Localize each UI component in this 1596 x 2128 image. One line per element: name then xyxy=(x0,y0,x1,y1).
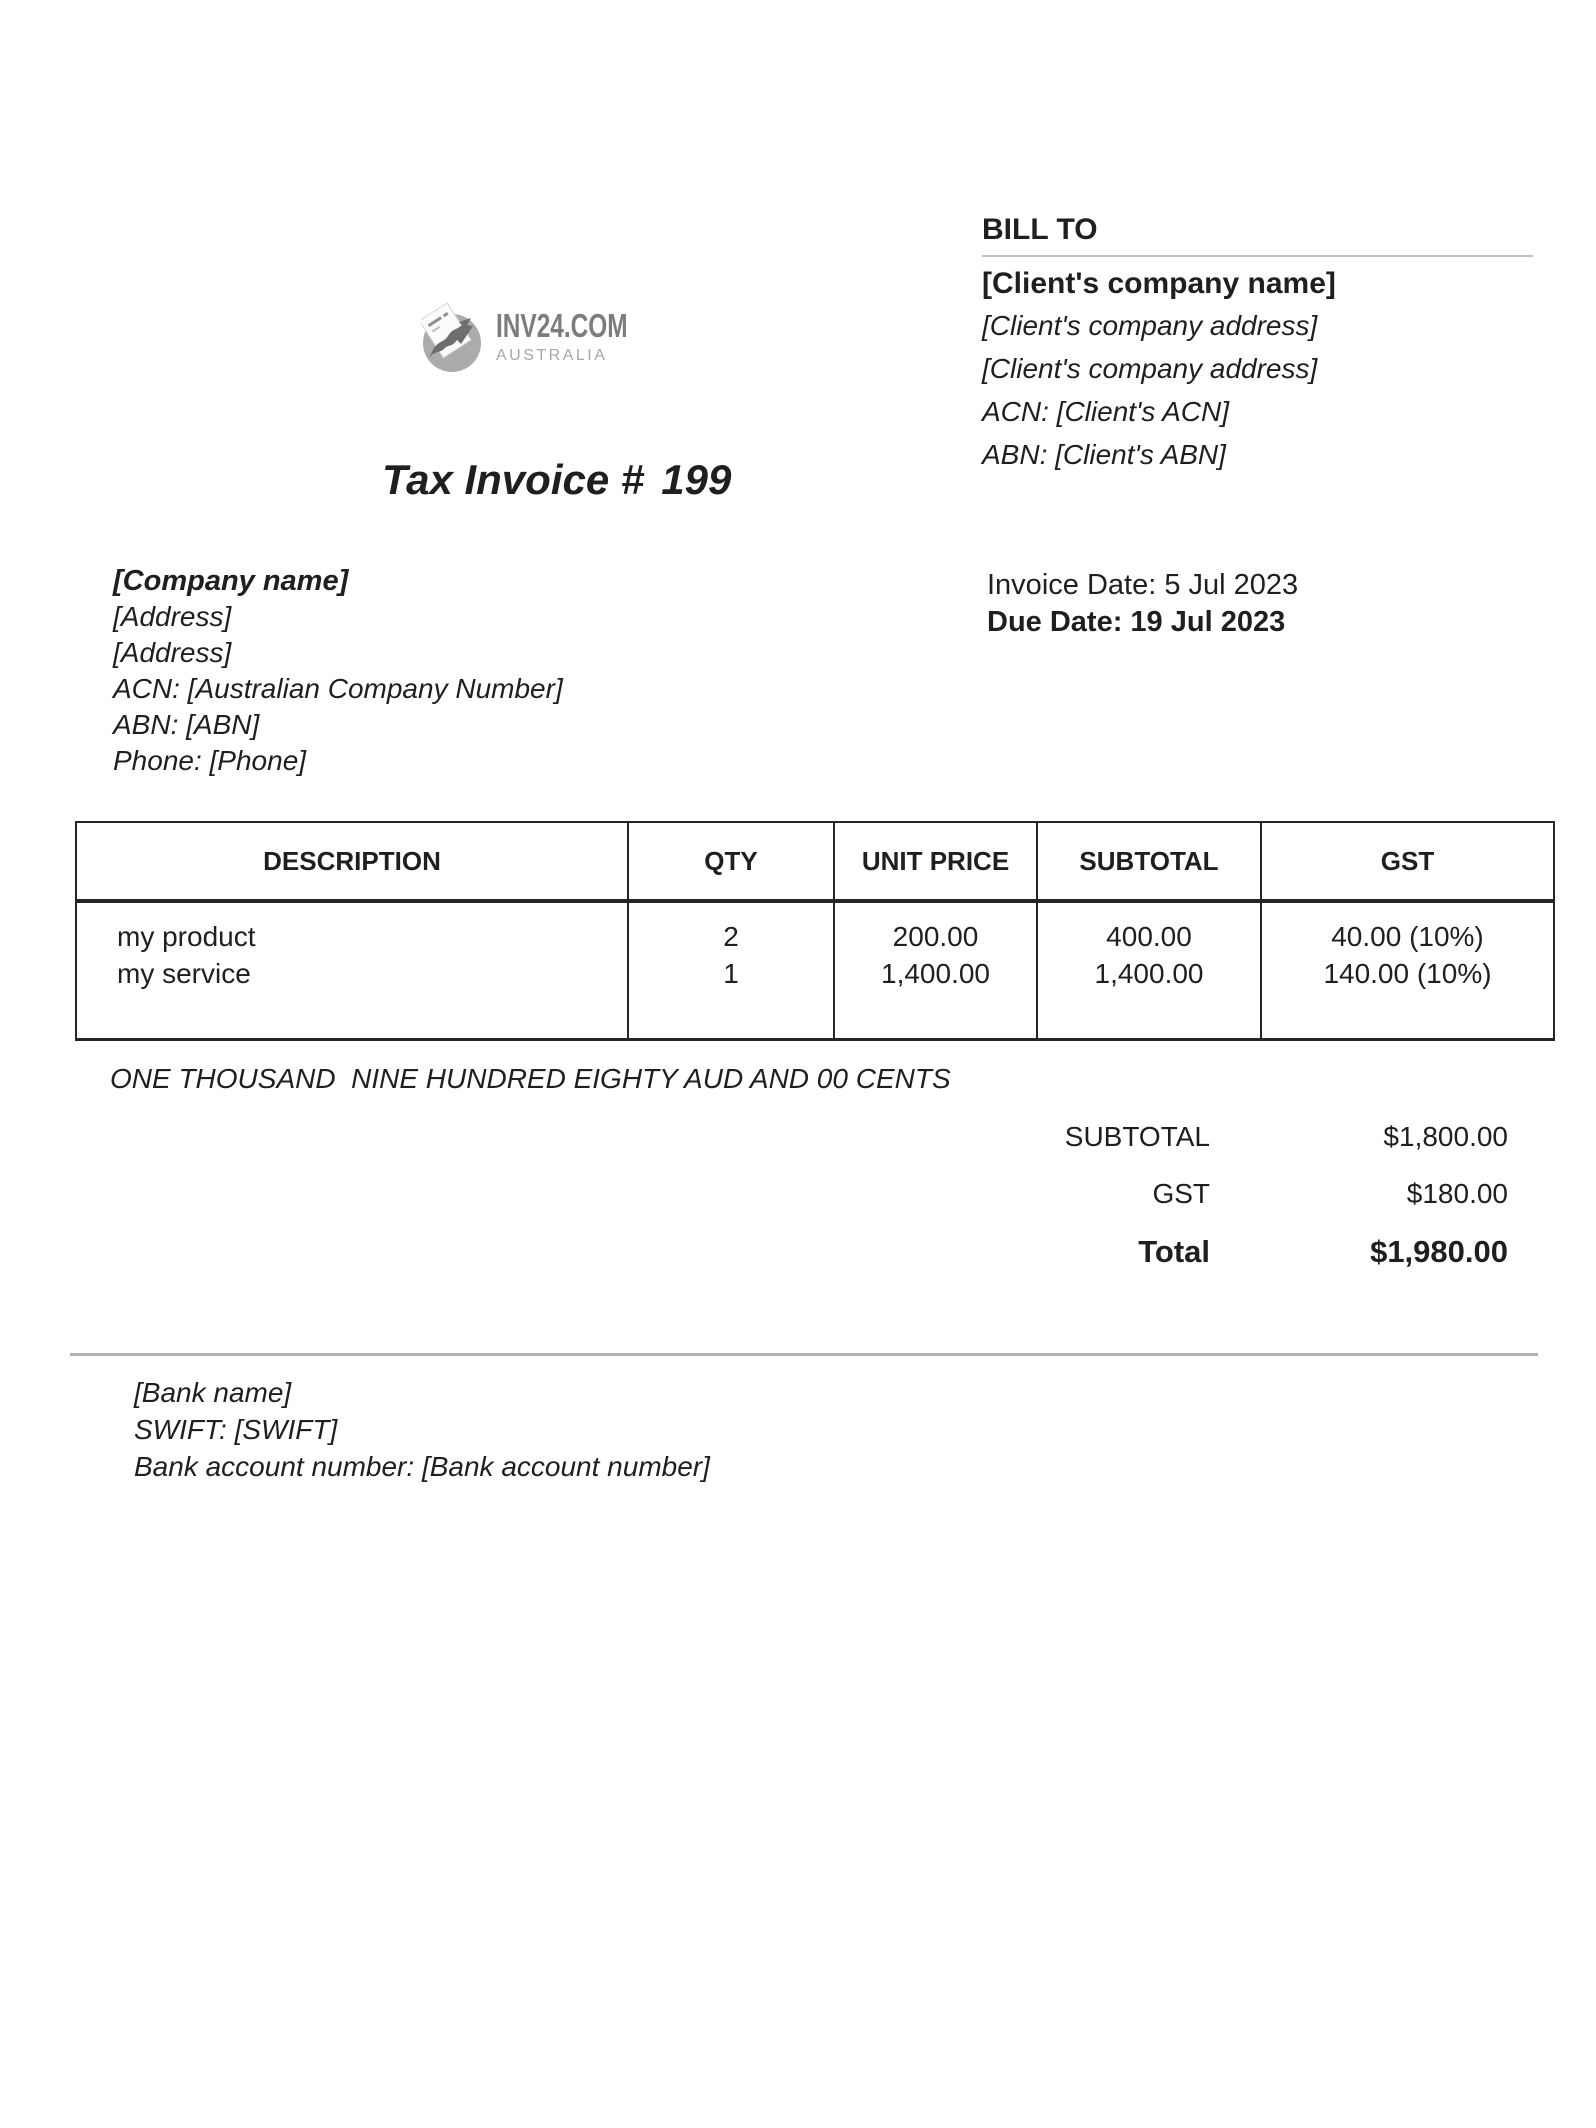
header-qty: QTY xyxy=(628,822,834,901)
logo-brand-text: INV24.COM xyxy=(496,307,628,344)
item-unit-price: 1,400.00 xyxy=(834,953,1037,995)
invoice-number: 199 xyxy=(661,456,732,503)
item-description: my product xyxy=(76,901,628,953)
seller-section xyxy=(113,563,563,779)
invoice-date-value: 5 Jul 2023 xyxy=(1164,569,1299,601)
logo-text-block xyxy=(496,309,674,365)
items-table-header-row xyxy=(76,822,1554,901)
invoice-date-label: Invoice Date: xyxy=(987,569,1157,601)
table-row xyxy=(76,953,1554,995)
header-description: DESCRIPTION xyxy=(76,822,628,901)
inv24-logo-icon xyxy=(421,300,485,374)
table-spacer-row xyxy=(76,995,1554,1039)
bill-to-section xyxy=(982,212,1533,476)
bank-swift-line: SWIFT: [SWIFT] xyxy=(134,1414,338,1445)
client-address-line: [Client's company address] xyxy=(982,353,1318,384)
client-abn-line: ABN: [Client's ABN] xyxy=(982,439,1226,470)
invoice-title-label: Tax Invoice # xyxy=(382,456,645,503)
amount-in-words: ONE THOUSAND NINE HUNDRED EIGHTY AUD AND 00 CENTS xyxy=(110,1063,951,1094)
inv24-logo xyxy=(421,300,674,374)
item-gst: 140.00 (10%) xyxy=(1261,953,1554,995)
seller-address-line: [Address] xyxy=(113,637,232,668)
seller-abn-line: ABN: [ABN] xyxy=(113,709,260,740)
items-table xyxy=(75,821,1555,1041)
total-label: Total xyxy=(1138,1234,1210,1269)
bill-to-heading: BILL TO xyxy=(982,213,1098,246)
bank-details-section xyxy=(134,1374,710,1485)
due-date-line xyxy=(987,604,1298,641)
subtotal-value: $1,800.00 xyxy=(1383,1121,1508,1152)
seller-phone-line: Phone: [Phone] xyxy=(113,745,307,776)
header-subtotal: SUBTOTAL xyxy=(1037,822,1261,901)
seller-address-line: [Address] xyxy=(113,601,232,632)
item-subtotal: 400.00 xyxy=(1037,901,1261,953)
header-gst: GST xyxy=(1261,822,1554,901)
seller-company-name: [Company name] xyxy=(113,565,349,597)
invoice-title xyxy=(382,456,731,504)
invoice-date-line xyxy=(987,567,1298,604)
item-qty: 1 xyxy=(628,953,834,995)
bill-to-divider xyxy=(982,255,1533,257)
total-row xyxy=(897,1234,1508,1270)
item-unit-price: 200.00 xyxy=(834,901,1037,953)
gst-row xyxy=(897,1177,1508,1211)
totals-section xyxy=(897,1120,1508,1293)
item-qty: 2 xyxy=(628,901,834,953)
item-gst: 40.00 (10%) xyxy=(1261,901,1554,953)
total-value: $1,980.00 xyxy=(1370,1234,1508,1269)
gst-label: GST xyxy=(1152,1178,1210,1209)
subtotal-row xyxy=(897,1120,1508,1154)
due-date-value: 19 Jul 2023 xyxy=(1130,606,1286,638)
table-row xyxy=(76,901,1554,953)
client-address-line: [Client's company address] xyxy=(982,310,1318,341)
subtotal-label: SUBTOTAL xyxy=(1064,1121,1210,1152)
due-date-label: Due Date: xyxy=(987,606,1123,638)
client-acn-line: ACN: [Client's ACN] xyxy=(982,396,1230,427)
client-company-name: [Client's company name] xyxy=(982,267,1336,300)
bank-name-line: [Bank name] xyxy=(134,1377,292,1408)
gst-value: $180.00 xyxy=(1406,1178,1508,1209)
bank-account-line: Bank account number: [Bank account number] xyxy=(134,1451,710,1482)
footer-divider xyxy=(70,1353,1538,1356)
item-description: my service xyxy=(76,953,628,995)
header-unit-price: UNIT PRICE xyxy=(834,822,1037,901)
dates-section xyxy=(987,567,1298,641)
item-subtotal: 1,400.00 xyxy=(1037,953,1261,995)
seller-acn-line: ACN: [Australian Company Number] xyxy=(113,673,563,704)
logo-region-text: AUSTRALIA xyxy=(496,347,608,364)
